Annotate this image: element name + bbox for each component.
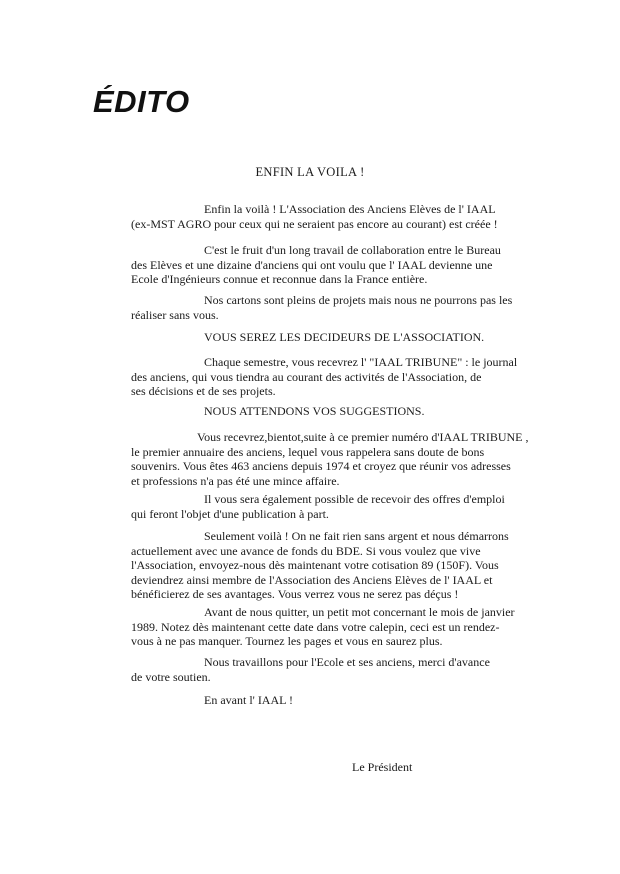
paragraph-line: Nous travaillons pour l'Ecole et ses anciens, merci d'avance xyxy=(204,655,490,669)
paragraph-line: l'Association, envoyez-nous dès maintenant votre cotisation 89 (150F). Vous xyxy=(131,558,499,572)
paragraph-line: Il vous sera également possible de recevoir des offres d'emploi xyxy=(204,492,505,506)
page-title: ÉDITO xyxy=(93,84,190,119)
paragraph-line: bénéficierez de ses avantages. Vous verrez vous ne serez pas déçus ! xyxy=(131,587,459,601)
paragraph-intro xyxy=(131,202,571,231)
paragraph-line: et professions n'a pas été une mince affaire. xyxy=(131,473,340,488)
paragraph-line: Ecole d'Ingénieurs connue et reconnue dans la France entière. xyxy=(131,272,428,286)
paragraph-line: des anciens, qui vous tiendra au courant des activités de l'Association, de xyxy=(131,369,482,384)
paragraph-line: Enfin la voilà ! L'Association des Anciens Elèves de l' IAAL xyxy=(204,202,496,216)
paragraph-line: de votre soutien. xyxy=(131,669,211,684)
paragraph-collaboration xyxy=(131,243,571,287)
paragraph-line: le premier annuaire des anciens, lequel vous rappelera sans doute de bons xyxy=(131,444,485,459)
section-heading-decideurs xyxy=(131,330,571,345)
paragraph-line: Seulement voilà ! On ne fait rien sans argent et nous démarrons xyxy=(204,529,509,543)
paragraph-line: actuellement avec une avance de fonds du BDE. Si vous voulez que vive xyxy=(131,543,481,558)
paragraph-line: ses décisions et de ses projets. xyxy=(131,384,276,398)
paragraph-line: Vous recevrez,bientot,suite à ce premier numéro d'IAAL TRIBUNE , xyxy=(197,430,529,444)
section-heading-suggestions xyxy=(131,404,571,419)
paragraph-line: Nos cartons sont pleins de projets mais nous ne pourrons pas les xyxy=(204,293,513,307)
paragraph-emploi xyxy=(131,492,571,521)
paragraph-line: (ex-MST AGRO pour ceux qui ne seraient pas encore au courant) est créée ! xyxy=(131,216,498,231)
paragraph-closing xyxy=(131,693,571,708)
paragraph-line: deviendrez ainsi membre de l'Association des Anciens Elèves de l' IAAL et xyxy=(131,572,493,587)
paragraph-line: NOUS ATTENDONS VOS SUGGESTIONS. xyxy=(204,404,425,418)
paragraph-line: vous à ne pas manquer. Tournez les pages et vous en saurez plus. xyxy=(131,634,443,648)
paragraph-line: C'est le fruit d'un long travail de collaboration entre le Bureau xyxy=(204,243,501,257)
paragraph-line: 1989. Notez dès maintenant cette date dans votre calepin, ceci est un rendez- xyxy=(131,619,500,634)
paragraph-line: En avant l' IAAL ! xyxy=(204,693,294,707)
paragraph-projects xyxy=(131,293,571,322)
paragraph-line: des Elèves et une dizaine d'anciens qui ont voulu que l' IAAL devienne une xyxy=(131,257,493,272)
signature: Le Président xyxy=(352,760,413,774)
paragraph-line: VOUS SEREZ LES DECIDEURS DE L'ASSOCIATION. xyxy=(204,330,485,344)
paragraph-line: souvenirs. Vous êtes 463 anciens depuis 1974 et croyez que réunir vos adresses xyxy=(131,459,511,473)
subtitle: ENFIN LA VOILA ! xyxy=(255,165,365,179)
paragraph-line: réaliser sans vous. xyxy=(131,307,219,322)
paragraph-line: qui feront l'objet d'une publication à part. xyxy=(131,506,329,521)
paragraph-janvier xyxy=(131,605,571,649)
paragraph-line: Avant de nous quitter, un petit mot concernant le mois de janvier xyxy=(204,605,515,619)
paragraph-cotisation xyxy=(131,529,571,602)
paragraph-tribune xyxy=(131,355,571,399)
paragraph-annuaire xyxy=(131,430,571,488)
paragraph-soutien xyxy=(131,655,571,684)
paragraph-line: Chaque semestre, vous recevrez l' "IAAL TRIBUNE" : le journal xyxy=(204,355,518,369)
